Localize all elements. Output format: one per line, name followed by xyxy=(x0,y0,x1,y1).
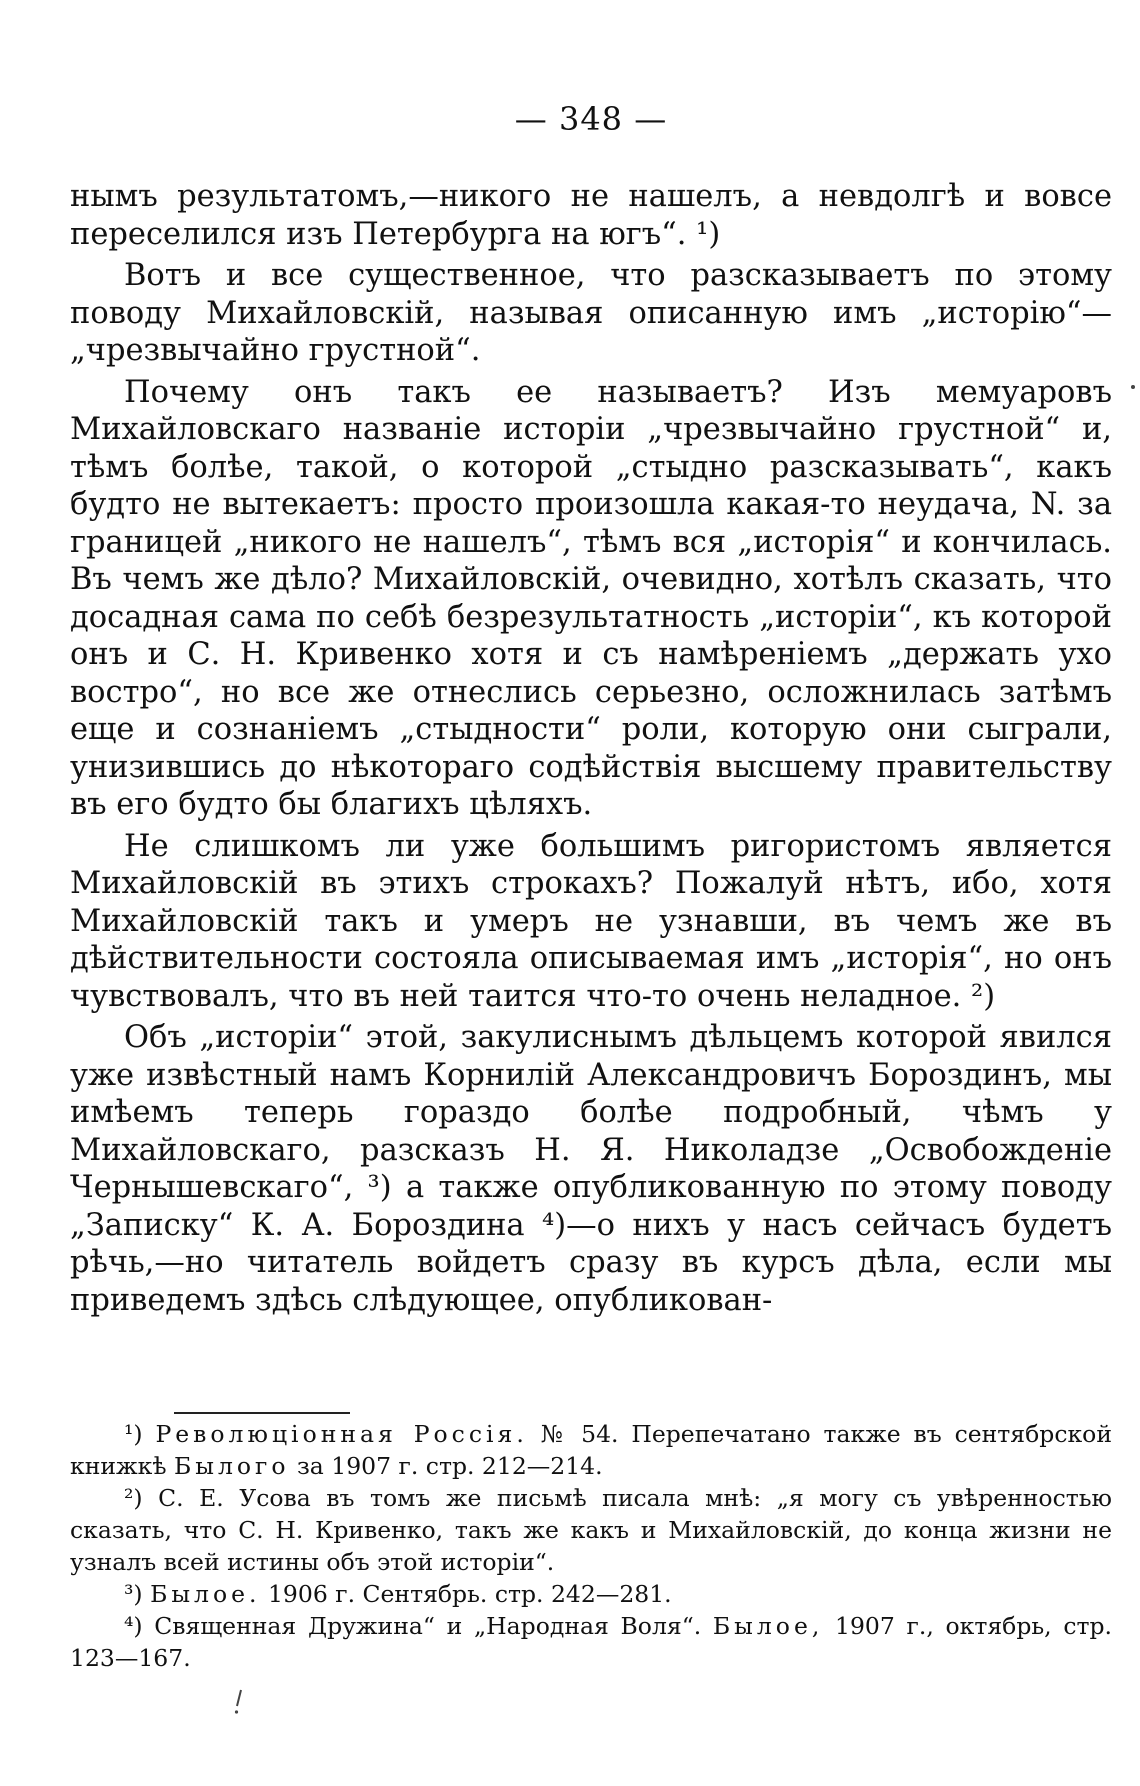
main-text xyxy=(70,178,1112,1323)
footnote-text: Священная Дружина“ и „Народная Воля“. xyxy=(142,1612,713,1640)
footnote-text: за 1907 г. стр. 212—214. xyxy=(289,1452,603,1480)
footnote-text: № 54. Перепечатано также въ сентябрской книжкѣ xyxy=(70,1420,1112,1480)
page-number: — 348 — xyxy=(514,100,668,138)
paragraph-5: Объ „исторіи“ этой, закулиснымъ дѣльцемъ которой явился уже извѣстный намъ Корнилій Александровичъ Бороздинъ, мы имѣемъ теперь гораздо болѣе подробный, чѣмъ у Михайловскаго, разсказъ Н. Я. Николадзе „Освобожденіе Чернышевскаго“, ³) а также опубликованную по этому поводу „Записку“ К. А. Бороздина ⁴)—о нихъ у насъ сейчасъ будетъ рѣчь,—но читатель войдетъ сразу въ курсъ дѣла, если мы приведемъ здѣсь слѣдующее, опубликован- xyxy=(70,1020,1112,1318)
source-title: Былого xyxy=(173,1452,290,1480)
stray-pencil-mark xyxy=(234,1688,244,1716)
footnote-text: 1907 г., октябрь, стр. 123—167. xyxy=(70,1612,1113,1672)
footnote-marker: ³) xyxy=(124,1580,143,1608)
paragraph-1: нымъ результатомъ,—никого не нашелъ, а невдолгѣ и вовсе переселился изъ Петербурга на югъ“. ¹) xyxy=(70,179,1112,252)
paragraph-4: Не слишкомъ ли уже большимъ ригористомъ является Михайловскій въ этихъ строкахъ? Пожалуй нѣтъ, ибо, хотя Михайловскій такъ и умеръ не узнавши, въ чемъ же въ дѣйствительности состояла описываемая имъ „исторія“, но онъ чувствовалъ, что въ ней таится что-то очень неладное. ²) xyxy=(70,828,1112,1014)
source-title: Революціонная Россія. xyxy=(155,1420,528,1448)
paragraph-3: Почему онъ такъ ее называетъ? Изъ мемуаровъ Михайловскаго названіе исторіи „чрезвычайно грустной“ и, тѣмъ болѣе, такой, о которой „стыдно разсказывать“, какъ будто не вытекаетъ: просто произошла какая-то неудача, N. за границей „никого не нашелъ“, тѣмъ вся „исторія“ и кончилась. Въ чемъ же дѣло? Михайловскій, очевидно, хотѣлъ сказать, что досадная сама по себѣ безрезультатность „исторіи“, къ которой онъ и С. Н. Кривенко хотя и съ намѣреніемъ „держать ухо востро“, но все же отнеслись серьезно, осложнилась затѣмъ еще и сознаніемъ „стыдности“ роли, которую они сыграли, унизившись до нѣкотораго содѣйствія высшему правительству въ его будто бы благихъ цѣляхъ. xyxy=(70,374,1112,822)
footnote-marker: ¹) xyxy=(124,1420,143,1448)
footnote-text: 1906 г. Сентябрь. стр. 242—281. xyxy=(260,1580,672,1608)
source-title: Былое. xyxy=(150,1580,261,1608)
paragraph-2: Вотъ и все существенное, что разсказываетъ по этому поводу Михайловскій, называя описанную имъ „исторію“— „чрезвычайно грустной“. xyxy=(70,258,1112,368)
footnote-marker: ⁴) xyxy=(124,1612,143,1640)
footnote-4 xyxy=(70,1610,1112,1674)
footnote-1 xyxy=(70,1418,1112,1482)
footnote-text: С. Е. Усова въ томъ же письмѣ писала мнѣ: „я могу съ увѣренностью сказать, что С. Н. Кривенко, такъ же какъ и Михайловскій, до конца жизни не узналъ всей истины объ этой исторіи“. xyxy=(70,1484,1112,1576)
footnote-2 xyxy=(70,1482,1112,1578)
stray-dot-mark xyxy=(1128,382,1138,392)
footnote-divider xyxy=(174,1412,350,1414)
source-title: Былое, xyxy=(712,1612,824,1640)
footnote-marker: ²) xyxy=(124,1484,143,1512)
footnote-3 xyxy=(70,1578,1112,1610)
footnotes xyxy=(70,1418,1112,1674)
